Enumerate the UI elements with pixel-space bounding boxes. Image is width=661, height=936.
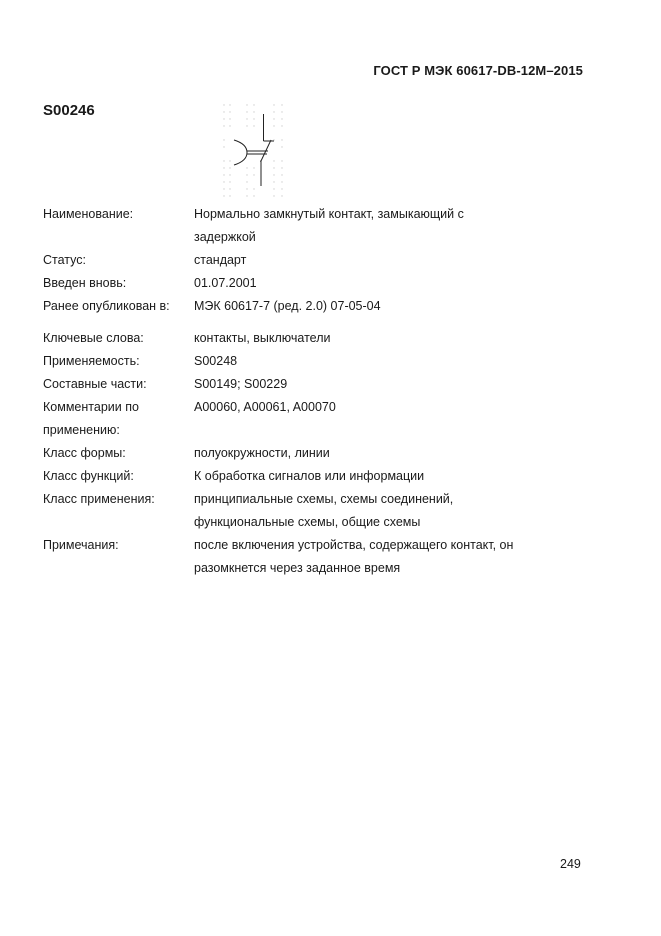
field-remarks bbox=[43, 534, 603, 580]
field-label: Класс применения: bbox=[43, 492, 155, 506]
field-value bbox=[194, 203, 603, 249]
value-line: функциональные схемы, общие схемы bbox=[194, 515, 421, 529]
field-label: Класс функций: bbox=[43, 469, 134, 483]
field-value: К обработка сигналов или информации bbox=[194, 469, 425, 483]
field-keywords bbox=[43, 327, 603, 350]
field-label: Наименование: bbox=[43, 207, 134, 221]
contact-symbol-icon bbox=[218, 100, 290, 200]
label-line: Комментарии по bbox=[43, 400, 139, 414]
field-value: полуокружности, линии bbox=[194, 446, 330, 460]
value-line: задержкой bbox=[194, 230, 256, 244]
field-applicability bbox=[43, 350, 603, 373]
standard-header: ГОСТ Р МЭК 60617-DB-12M–2015 bbox=[373, 63, 583, 78]
field-components bbox=[43, 373, 603, 396]
field-value bbox=[194, 534, 603, 580]
page-number: 249 bbox=[560, 857, 581, 871]
value-line: разомкнется через заданное время bbox=[194, 561, 401, 575]
field-previously-published bbox=[43, 295, 603, 318]
field-application-notes bbox=[43, 396, 603, 442]
field-value: МЭК 60617-7 (ред. 2.0) 07-05-04 bbox=[194, 299, 381, 313]
value-line: принципиальные схемы, схемы соединений, bbox=[194, 492, 454, 506]
field-name bbox=[43, 203, 603, 249]
field-value: стандарт bbox=[194, 253, 247, 267]
field-value: S00248 bbox=[194, 354, 238, 368]
field-value bbox=[194, 488, 603, 534]
field-label: Введен вновь: bbox=[43, 276, 127, 290]
field-application-class bbox=[43, 488, 603, 534]
field-label: Составные части: bbox=[43, 377, 147, 391]
attribute-table bbox=[43, 203, 603, 580]
value-line: после включения устройства, содержащего контакт, он bbox=[194, 538, 514, 552]
field-introduced bbox=[43, 272, 603, 295]
value-line: Нормально замкнутый контакт, замыкающий с bbox=[194, 207, 464, 221]
field-shape-class bbox=[43, 442, 603, 465]
field-function-class bbox=[43, 465, 603, 488]
field-value: контакты, выключатели bbox=[194, 331, 331, 345]
field-label: Примечания: bbox=[43, 538, 119, 552]
field-value: S00149; S00229 bbox=[194, 377, 288, 391]
field-label: Ключевые слова: bbox=[43, 331, 144, 345]
field-label: Класс формы: bbox=[43, 446, 126, 460]
field-label: Применяемость: bbox=[43, 354, 140, 368]
field-label bbox=[43, 396, 194, 442]
field-label: Ранее опубликован в: bbox=[43, 299, 170, 313]
label-line: применению: bbox=[43, 423, 120, 437]
field-status bbox=[43, 249, 603, 272]
field-value: 01.07.2001 bbox=[194, 276, 257, 290]
field-value: A00060, A00061, A00070 bbox=[194, 400, 336, 414]
symbol-code: S00246 bbox=[43, 102, 95, 119]
field-label: Статус: bbox=[43, 253, 86, 267]
